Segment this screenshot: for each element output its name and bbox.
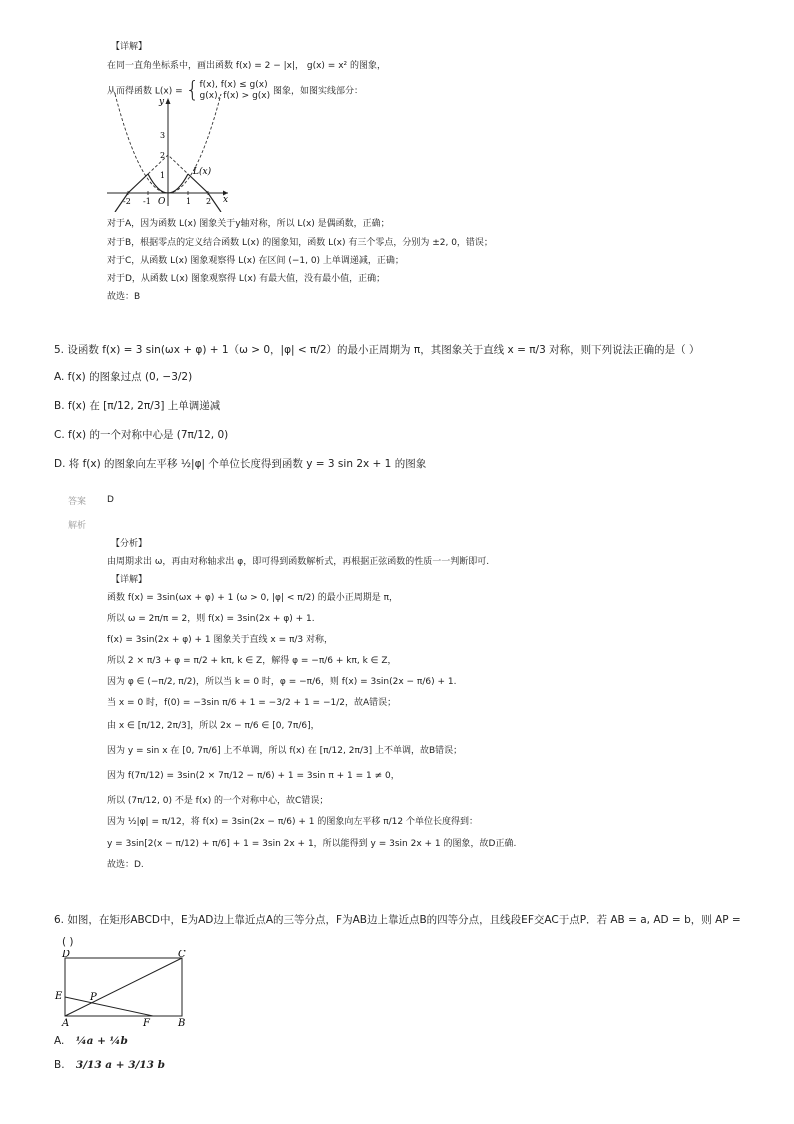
prev-choice: 故选：B [107,292,141,302]
piece-1: f(x), f(x) ≤ g(x) [199,80,268,90]
q5-stem: 5. 设函数 f(x) = 3 sin(ωx + φ) + 1（ω > 0，|φ| < π/2）的最小正周期为 π，其图象关于直线 x = π/3 对称，则下列说法正确的是（ ） [54,344,700,356]
q6-stem: 6. 如图，在矩形ABCD中，E为AD边上靠近点A的三等分点，F为AB边上靠近点B的四等分点，且线段EF交AC于点P．若 AB = a, AD = b，则 AP = [54,914,741,926]
origin-label: O [158,197,166,207]
y-tick-1: 1 [160,171,166,180]
detail-line: 因为 y = sin x 在 [0, 7π/6] 上不单调，所以 f(x) 在 [π/12, 2π/3] 上不单调，故B错误； [107,746,463,756]
diagonal-ac [65,958,182,1016]
q6-option-a-text: ¼a + ¼b [75,1035,128,1047]
fenxi-heading: 【分析】 [111,539,148,549]
parabola-right-dashed [168,94,221,193]
y-tick-3: 3 [160,131,166,140]
q6-blank: ( ) [62,936,74,948]
detail-line: 函数 f(x) = 3sin(ωx + φ) + 1 (ω > 0, |φ| < π/2) 的最小正周期是 π， [107,593,399,603]
prev-opt-c: 对于C，从函数 L(x) 图象观察得 L(x) 在区间 (−1, 0) 上单调递减，正确； [107,256,404,266]
detail-line: 因为 ½|φ| = π/12，将 f(x) = 3sin(2x − π/6) + 1 的图象向左平移 π/12 个单位长度得到： [107,817,479,827]
prev-opt-d: 对于D，从函数 L(x) 图象观察得 L(x) 有最大值，没有最小值，正确； [107,274,386,284]
q5-option-c: C. f(x) 的一个对称中心是 (7π/12, 0) [54,429,229,441]
q6-option-b-letter: B. [54,1059,65,1071]
prev-line-2-post: 图象，如图实线部分： [273,86,364,97]
detail-line: 当 x = 0 时，f(0) = −3sin π/6 + 1 = −3/2 + 1 = −1/2，故A错误； [107,698,397,708]
fenxi-text: 由周期求出 ω，再由对称轴求出 φ，即可得到函数解析式，再根据正弦函数的性质一一判断即可. [107,557,490,567]
label-p: P [90,992,97,1003]
label-f: F [143,1018,150,1029]
curve-label: L(x) [193,167,212,177]
label-c: C [178,950,186,960]
prev-opt-b: 对于B，根据零点的定义结合函数 L(x) 的图象知，函数 L(x) 有三个零点，分别为 ±2, 0，错误； [107,238,493,248]
x-tick-neg1: -1 [143,197,151,206]
x-tick-2: 2 [206,197,212,206]
answer-value: D [107,495,114,505]
q5-option-d: D. 将 f(x) 的图象向左平移 ½|φ| 个单位长度得到函数 y = 3 sin 2x + 1 的图象 [54,458,427,470]
segment-ef [65,997,153,1016]
prev-opt-a: 对于A，因为函数 L(x) 图象关于y轴对称，所以 L(x) 是偶函数，正确； [107,219,390,229]
detail-line: 所以 ω = 2π/π = 2，则 f(x) = 3sin(2x + φ) + 1. [107,614,315,624]
y-tick-2: 2 [160,151,166,160]
prev-detail-heading: 【详解】 [111,42,148,52]
lx-graph [103,94,233,212]
q6-option-b [54,1058,165,1072]
analysis-label: 解析 [68,521,87,531]
detail-line: 因为 f(7π/12) = 3sin(2 × 7π/12 − π/6) + 1 = 3sin π + 1 = 1 ≠ 0， [107,771,400,781]
x-tick-neg2: -2 [123,197,131,206]
detail-heading: 【详解】 [111,575,148,585]
prev-line-2: 从而得函数 L(x) = { f(x), f(x) ≤ g(x) g(x), f(x) > g(x) 图象，如图实线部分： [107,78,364,103]
label-e: E [55,991,63,1002]
x-axis-label: x [223,195,229,205]
y-axis-arrow [166,98,171,104]
y-axis-label: y [159,97,165,107]
label-b: B [178,1018,186,1029]
detail-line: 故选：D. [107,860,144,870]
prev-line-2-pre: 从而得函数 L(x) = [107,86,183,97]
label-d: D [62,950,71,960]
detail-line: 所以 2 × π/3 + φ = π/2 + kπ, k ∈ Z，解得 φ = −π/6 + kπ, k ∈ Z， [107,656,397,666]
detail-line: 所以 (7π/12, 0) 不是 f(x) 的一个对称中心，故C错误； [107,796,329,806]
detail-line: 由 x ∈ [π/12, 2π/3]，所以 2x − π/6 ∈ [0, 7π/6]， [107,721,320,731]
label-a: A [62,1018,70,1029]
x-tick-1: 1 [186,197,192,206]
q5-option-b: B. f(x) 在 [π/12, 2π/3] 上单调递减 [54,400,221,412]
answer-label: 答案 [68,497,87,507]
q6-option-a-letter: A. [54,1035,65,1047]
detail-line: 因为 φ ∈ (−π/2, π/2)，所以当 k = 0 时，φ = −π/6，则 f(x) = 3sin(2x − π/6) + 1. [107,677,457,687]
q6-option-a [54,1034,128,1048]
piece-2: g(x), f(x) > g(x) [199,91,271,101]
prev-line-1: 在同一直角坐标系中，画出函数 f(x) = 2 − |x|， g(x) = x² 的图象， [107,61,387,71]
detail-line: y = 3sin[2(x − π/12) + π/6] + 1 = 3sin 2x + 1，所以能得到 y = 3sin 2x + 1 的图象，故D正确. [107,839,517,849]
q6-option-b-text: 3/13 a + 3/13 b [75,1059,165,1071]
q5-option-a: A. f(x) 的图象过点 (0, −3/2) [54,371,193,383]
detail-line: f(x) = 3sin(2x + φ) + 1 图象关于直线 x = π/3 对称， [107,635,334,645]
rectangle-figure [54,950,194,1030]
